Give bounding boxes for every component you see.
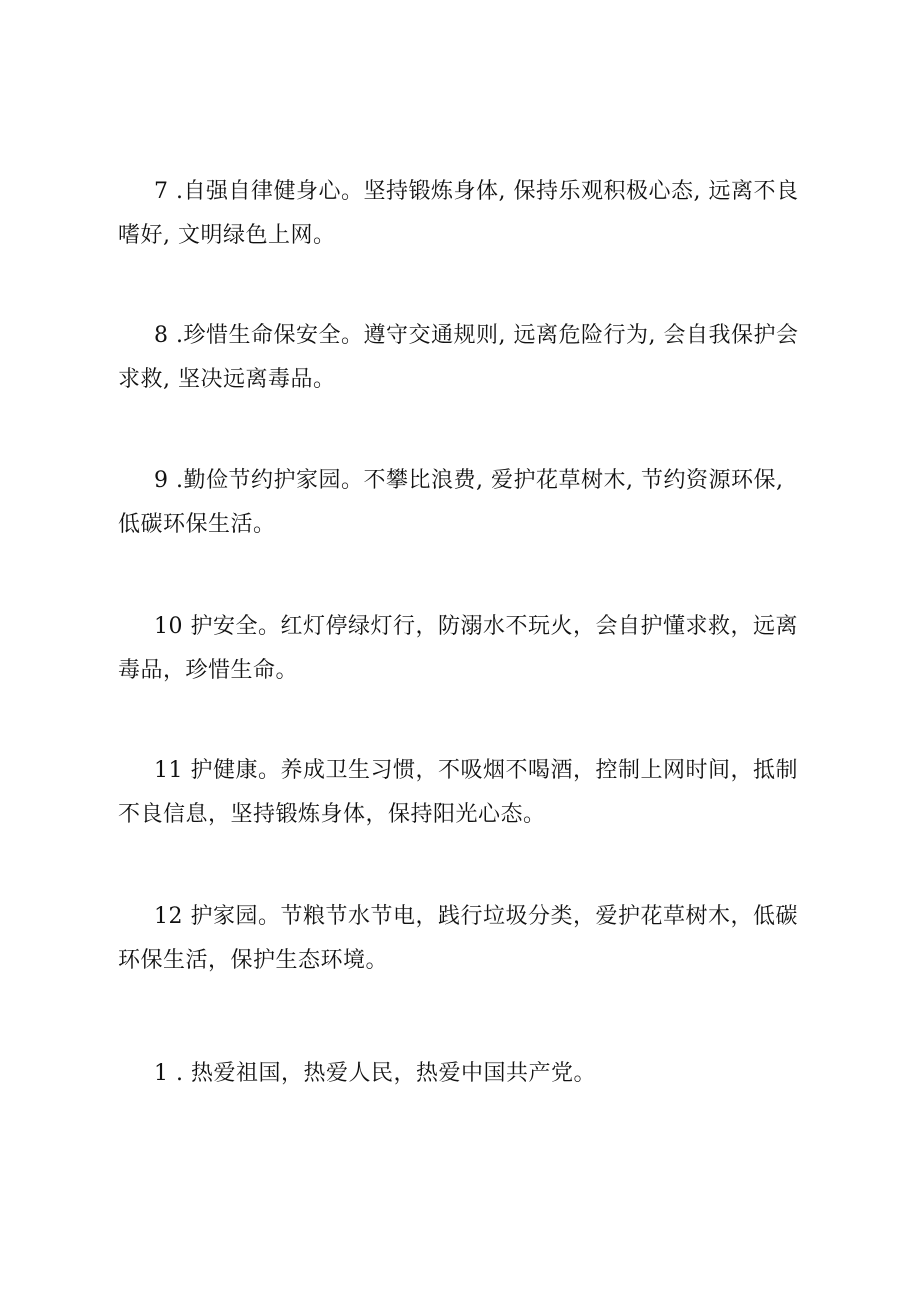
paragraph-item-12: [118, 895, 808, 983]
paragraph-item-10: [118, 605, 808, 693]
paragraph-line: 嗜好, 文明绿色上网。: [118, 223, 336, 248]
paragraph-item-8: [118, 314, 808, 402]
paragraph-line: 12 护家园。节粮节水节电，践行垃圾分类，爱护花草树木，低碳: [154, 904, 798, 929]
paragraph-item-7: [118, 170, 808, 258]
paragraph-item-1: [118, 1052, 808, 1096]
paragraph-line: 9 .勤俭节约护家园。不攀比浪费, 爱护花草树木, 节约资源环保,: [154, 468, 784, 493]
paragraph-line: 求救, 坚决远离毒品。: [118, 367, 336, 392]
paragraph-line: 环保生活，保护生态环境。: [118, 948, 389, 973]
paragraph-line: 11 护健康。养成卫生习惯，不吸烟不喝酒，控制上网时间，抵制: [154, 758, 798, 783]
paragraph-line: 低碳环保生活。: [118, 512, 276, 537]
paragraph-line: 毒品，珍惜生命。: [118, 658, 299, 683]
paragraph-line: 7 .自强自律健身心。坚持锻炼身体, 保持乐观积极心态, 远离不良: [154, 179, 799, 204]
paragraph-line: 8 .珍惜生命保安全。遵守交通规则, 远离危险行为, 会自我保护会: [154, 323, 799, 348]
paragraph-line: 不良信息，坚持锻炼身体，保持阳光心态。: [118, 802, 546, 827]
paragraph-line: 1 . 热爱祖国，热爱人民，热爱中国共产党。: [154, 1061, 596, 1086]
paragraph-line: 10 护安全。红灯停绿灯行，防溺水不玩火，会自护懂求救，远离: [154, 614, 798, 639]
paragraph-item-9: [118, 459, 808, 547]
paragraph-item-11: [118, 749, 808, 837]
